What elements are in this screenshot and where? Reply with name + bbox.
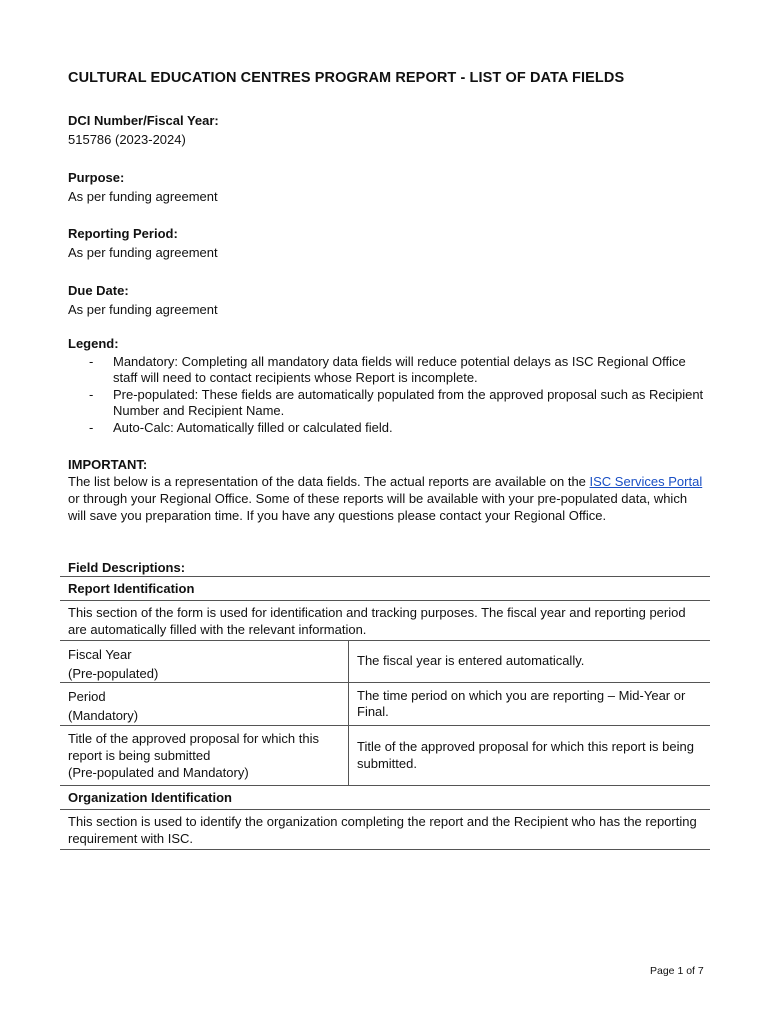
field-description: The time period on which you are reporting – Mid-Year or Final. <box>357 687 686 719</box>
section-header-report-identification: Report Identification <box>60 576 710 601</box>
field-description: The fiscal year is entered automatically. <box>357 653 585 669</box>
section-header-organization-identification: Organization Identification <box>60 786 710 810</box>
due-date-label: Due Date: <box>68 283 129 298</box>
reporting-period-section <box>68 224 218 262</box>
important-label: IMPORTANT: <box>68 457 148 472</box>
isc-services-portal-link[interactable]: ISC Services Portal <box>589 474 703 489</box>
field-name: Fiscal Year <box>68 647 132 662</box>
legend-item: - Auto-Calc: Automatically filled or calculated field. <box>89 419 393 435</box>
purpose-section <box>68 168 218 206</box>
document-title: CULTURAL EDUCATION CENTRES PROGRAM REPORT - LIST OF DATA FIELDS <box>68 70 625 86</box>
important-section <box>68 456 708 524</box>
legend-label: Legend: <box>68 336 119 351</box>
reporting-period-label: Reporting Period: <box>68 226 178 241</box>
legend-item-text: Mandatory: Completing all mandatory data fields will reduce potential delays as ISC Regional Office staff will need to contact recipients whose Report is incomplete. <box>113 353 686 385</box>
legend-item: - Mandatory: Completing all mandatory data fields will reduce potential delays as ISC Regional Office staff will need to contact recipients whose Report is incomplete. <box>89 353 686 385</box>
field-descriptions-table <box>60 576 710 850</box>
legend-section <box>68 336 708 436</box>
field-cell <box>60 683 349 725</box>
legend-list <box>68 354 708 437</box>
legend-item: - Pre-populated: These fields are automatically populated from the approved proposal such as Recipient Number and Recipient Name. <box>89 386 704 418</box>
section-note: This section of the form is used for identification and tracking purposes. The fiscal year and reporting period are automatically filled with the relevant information. <box>60 601 710 641</box>
field-descriptions-title: Field Descriptions: <box>68 560 186 575</box>
due-date-value: As per funding agreement <box>68 302 218 317</box>
description-cell <box>349 683 710 725</box>
dci-section <box>68 111 219 149</box>
description-cell <box>349 726 710 785</box>
important-text <box>68 474 702 523</box>
table-row <box>60 683 710 726</box>
field-qualifier: (Pre-populated and Mandatory) <box>68 765 249 780</box>
field-name: Title of the approved proposal for which this report is being submitted <box>68 731 319 763</box>
section-note: This section is used to identify the organization completing the report and the Recipient who has the reporting requirement with ISC. <box>60 810 710 850</box>
dci-label: DCI Number/Fiscal Year: <box>68 113 219 128</box>
field-qualifier: (Mandatory) <box>68 708 139 723</box>
field-name: Period <box>68 689 106 704</box>
field-qualifier: (Pre-populated) <box>68 666 159 681</box>
page-number: Page 1 of 7 <box>650 965 704 977</box>
purpose-value: As per funding agreement <box>68 189 218 204</box>
field-description: Title of the approved proposal for which this report is being submitted. <box>357 739 694 771</box>
legend-item-text: Auto-Calc: Automatically filled or calculated field. <box>113 419 393 435</box>
table-row <box>60 726 710 786</box>
purpose-label: Purpose: <box>68 170 125 185</box>
field-cell <box>60 641 349 682</box>
due-date-section <box>68 281 218 319</box>
legend-item-text: Pre-populated: These fields are automatically populated from the approved proposal such as Recipient Number and Recipient Name. <box>113 386 704 418</box>
dci-value: 515786 (2023-2024) <box>68 132 186 147</box>
table-row <box>60 641 710 683</box>
important-text-after: or through your Regional Office. Some of these reports will be available with your pre-populated data, which will save you preparation time. If you have any questions please contact your Regional Office. <box>68 491 688 523</box>
reporting-period-value: As per funding agreement <box>68 245 218 260</box>
description-cell <box>349 641 710 682</box>
important-text-before: The list below is a representation of the data fields. The actual reports are available on the <box>68 474 590 489</box>
field-cell <box>60 726 349 785</box>
